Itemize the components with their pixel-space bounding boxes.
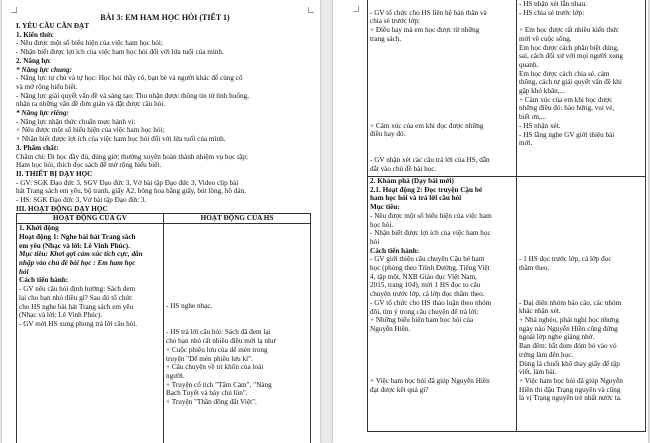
cell-text-line: (Nhạc và lời: Lê Vinh Phúc). (19, 311, 103, 320)
text-line: và mở rộng hiểu biết. (16, 82, 78, 91)
cell-text-line (519, 203, 643, 212)
text-line: nhận ra những vấn đề đơn giản và đặt được câu hỏi. (16, 100, 166, 109)
cell-text-line (519, 17, 643, 26)
cell-text-line: sai, cách đối xử với mọi người xung (519, 52, 624, 61)
cell-text-line: trứng làm đèn học. (519, 350, 574, 359)
cell-text-line (370, 368, 514, 377)
text-line: + Nêu được một số biểu hiện của việc ham học hỏi; (16, 126, 165, 135)
text-line: Ham học hỏi, thích đọc sách để mở rộng hiểu biết. (16, 161, 162, 170)
cell-text-line: + Điều hay mà em học được từ những (370, 26, 480, 35)
cell-text-line (370, 342, 514, 351)
cell-text-line (166, 259, 308, 268)
cell-text-line: 2. Khám phá (Dạy bài mới) (370, 177, 454, 185)
text-line: III. HOẠT ĐỘNG DẠY HỌC (16, 204, 108, 213)
cell-text-line (519, 220, 643, 229)
cell-text-line: - Nêu được một số biểu hiện của việc ham (370, 211, 492, 220)
cell-text-line: Mục tiêu: (370, 203, 400, 212)
cell-text-line (370, 44, 514, 53)
cell-text-line: ngoài lớp nghe giảng nhờ. (519, 333, 595, 342)
document-page-2 (333, 0, 648, 443)
cell-text-line: điều hay đó. (370, 130, 406, 139)
cell-text-line: + Nhà nghèo, phải nghỉ học nhưng (519, 316, 619, 325)
cell-text-line: ham học hỏi và trả lời câu hỏi (370, 194, 462, 203)
cell-text-line (166, 276, 308, 285)
document-page-1 (2, 0, 320, 443)
text-line: - Năng lực giải quyết vấn đề và sáng tạo: Thu nhận được thông tin từ tình huống, (16, 91, 249, 100)
cell-text-line: - GV mời HS xung phong trả lời câu hỏi. (19, 319, 138, 328)
cell-text-line: đạt được kết quả gì? (370, 385, 429, 394)
cell-text-line: viết, làm bài. (519, 368, 557, 377)
table-header-row (17, 214, 311, 224)
cell-text-line (370, 61, 514, 70)
cell-text-line: + Em học được rất nhiều kiến thức (519, 26, 620, 35)
cell-text-line: - 1 HS đọc trước lớp, cả lớp đọc (519, 255, 612, 264)
text-line: - HS: SGK Đạo đức 3, Vở bài tập Đạo đức 3. (16, 196, 147, 205)
cell-text-line: lại cho bạn nhỏ điều gì? Sau đó tổ chức (19, 293, 133, 302)
cell-text-line (166, 285, 308, 294)
cell-text-line: + Truyện "Thần đồng đất Việt". (166, 398, 257, 407)
cell-text-line: chia sẻ trước lớp: (370, 17, 421, 26)
cell-text-line: - GV giới thiệu câu chuyện Cậu bé ham (370, 255, 485, 264)
cell-text-line: chuyện trước lớp, cả lớp đọc thầm theo. (370, 290, 485, 299)
cell-text-line: Hiền thi đậu Trạng nguyên và cũng (519, 385, 621, 394)
cell-text-line: ngày nào Nguyễn Hiền cũng đứng (519, 324, 618, 333)
cell-text-line: - HS nhận xét lẫn nhau. (519, 0, 587, 8)
cell-text-line (370, 113, 514, 122)
cell-text-line (519, 194, 643, 203)
cell-text-line: - HS chia sẻ trước lớp: (519, 8, 585, 17)
cell-text-line: Dùng lá chuối khô thay giấy để tập (519, 359, 620, 368)
cell-text-line (519, 290, 643, 299)
cell-text-line (166, 320, 308, 329)
cell-text-line: mới về cuộc sống. (519, 34, 572, 43)
cell-text-line (370, 96, 514, 105)
cell-text-line: Cách tiến hành: (19, 276, 69, 285)
cell-text-line: + Những biểu hiện ham học hỏi của (370, 316, 474, 325)
cell-text-line: Bạch Tuyết và bảy chú lùn". (166, 389, 248, 398)
teacher-activity-cell (17, 224, 164, 443)
cell-text-line: thông, cách tự giải quyết vấn đề khi (519, 78, 622, 87)
cell-text-line: cho bạn nhỏ rất nhiều điều mới lạ như (166, 337, 276, 346)
cell-text-line: học hỏi. (370, 220, 394, 229)
text-line: hát Trang sách em yêu, bộ tranh, giấy A2, bông hoa bằng giấy, bút lông, hồ dán. (16, 187, 246, 196)
cell-text-line: - HS lắng nghe GV giới thiệu bài (519, 130, 615, 139)
cell-text-line (166, 294, 308, 303)
cell-text-line: Cách tiến hành: (370, 246, 420, 255)
cell-text-line (370, 351, 514, 360)
cell-text-line: - GV nêu câu hỏi định hướng: Sách đem (19, 285, 136, 294)
lesson-intro (16, 22, 314, 213)
cell-text-line (370, 334, 514, 343)
cell-text-line: - HS nhận xét. (519, 121, 561, 130)
cell-text-line: - HS trả lời câu hỏi: Sách đã đem lại (166, 328, 271, 337)
cell-text-line: - Đại diện nhóm báo cáo, các nhóm (519, 298, 622, 307)
cell-text-line: Em học được cách chia sẻ, cảm (519, 69, 610, 78)
text-line: Chăm chỉ: Đi học đầy đủ, đúng giờ; thường xuyên hoàn thành nhiệm vụ học tập; (16, 152, 248, 161)
student-activity-cell (517, 177, 646, 432)
text-line: 2. Năng lực (16, 56, 51, 65)
cell-text-line (166, 233, 308, 242)
cell-text-line: truyện "Dế mèn phiêu lưu kí". (166, 354, 253, 363)
cell-text-line: - GV tổ chức cho HS liên hệ bản thân và (370, 8, 487, 17)
cell-text-line: 1. Khởi động (19, 224, 59, 233)
cell-text-line: là vị Trạng nguyên trẻ nhất nước ta. (519, 394, 622, 403)
cell-text-line (166, 224, 308, 233)
cell-text-line: đôi, tìm ý trong câu chuyện để trả lời: (370, 307, 479, 316)
cell-text-line: dắt vào chủ đề bài học. (370, 165, 437, 174)
text-line: * Năng lực chung: (16, 65, 73, 74)
cell-text-line (519, 177, 643, 186)
text-line: 1. Kiến thức (16, 30, 54, 39)
cell-text-line: học (phỏng theo Trình Đường, Tiếng Việt (370, 264, 490, 273)
cell-text-line (166, 250, 308, 259)
student-activity-cell (164, 224, 311, 443)
cell-text-line (519, 247, 643, 256)
text-line: - GV: SGK Đạo đức 3, SGV Đạo đức 3, Vở bài tập Đạo đức 3, Video clip bài (16, 178, 239, 187)
cell-text-line: Mục tiêu: Khơi gợi cảm xúc tích cực, dẫn (19, 250, 143, 259)
table-row (368, 177, 646, 432)
cell-text-line (519, 212, 643, 221)
cell-text-line: 2015, trang 104), mời 1 HS đọc to câu (370, 281, 481, 290)
lesson-title: BÀI 3: EM HAM HỌC HỎI (TIẾT 1) (100, 13, 230, 22)
cell-text-line: quanh. (519, 60, 539, 69)
cell-text-line: trang sách. (370, 34, 402, 43)
cell-text-line (166, 242, 308, 251)
text-line: - Năng lực nhận thức chuẩn mực hành vi: (16, 117, 136, 126)
table-header-hs: HOẠT ĐỘNG CỦA HS (164, 214, 311, 224)
cell-text-line (370, 104, 514, 113)
cell-text-line: + Câu chuyện về trí khôn của loài (166, 363, 264, 372)
cell-text-line: + Cảm xúc của em khi học được (519, 95, 613, 104)
cell-text-line: + Việc ham học hỏi đã giúp Nguyễn Hiền (370, 377, 490, 386)
cell-text-line: + Cảm xúc của em khi đọc được những (370, 121, 484, 130)
cell-text-line (370, 360, 514, 369)
cell-text-line: nhập vào chủ đề bài học : Em ham học (19, 258, 136, 267)
cell-text-line (166, 311, 308, 320)
table-row (368, 0, 646, 177)
text-line: II. THIẾT BỊ DẠY HỌC (16, 169, 93, 178)
cell-text-line (519, 273, 643, 282)
text-line: + Nhận biết được lợi ích của việc ham học hỏi đối với lứa tuổi của mình. (16, 135, 226, 144)
teacher-activity-cell (368, 0, 517, 177)
cell-text-line: gặp khó khăn,... (519, 87, 565, 96)
cell-text-line: biết ơn,... (519, 113, 547, 122)
cell-text-line: 4, tập một, NXB Giáo dục Việt Nam, (370, 272, 477, 281)
cell-text-line: cho HS nghe bài hát Trang sách em yêu (19, 302, 134, 311)
cell-text-line: Em học được cách phân biệt đúng, (519, 43, 619, 52)
cell-text-line: mới. (519, 139, 533, 148)
cell-text-line (370, 78, 514, 87)
text-line: 3. Phẩm chất: (16, 143, 59, 152)
cell-text-line (370, 87, 514, 96)
cell-text-line: người. (166, 371, 185, 380)
cell-text-line: - Nhận biết được lợi ích của việc ham học (370, 229, 491, 238)
text-line: * Năng lực riêng: (16, 109, 69, 118)
cell-text-line (370, 52, 514, 61)
table-row (17, 224, 311, 443)
cell-text-line (519, 281, 643, 290)
text-line: I. YÊU CẦU CẦN ĐẠT (16, 22, 90, 30)
cell-text-line: Nguyễn Hiền. (370, 324, 411, 333)
cell-text-line: thầm theo. (519, 263, 550, 272)
corner-mark (353, 6, 359, 12)
cell-text-line (370, 0, 514, 9)
cell-text-line (166, 268, 308, 277)
activity-table (16, 213, 311, 443)
cell-text-line (370, 70, 514, 79)
cell-text-line: - HS nghe nhạc. (166, 302, 213, 311)
cell-text-line: + Cuộc phiêu lưu của dế mèn trong (166, 345, 268, 354)
cell-text-line: 2.1. Hoạt động 2: Đọc truyện Cậu bé (370, 185, 483, 194)
cell-text-line: - GV nhận xét các câu trả lời của HS, dẫn (370, 156, 490, 165)
text-line: - Nhận biết được lợi ích của việc ham học hỏi đối với lứa tuổi của mình. (16, 48, 224, 57)
cell-text-line (519, 238, 643, 247)
teacher-activity-cell (368, 177, 517, 432)
cell-text-line: những điều đó: hào hứng, vui vẻ, (519, 104, 615, 113)
cell-text-line (370, 139, 514, 148)
activity-table-continued (367, 0, 646, 432)
cell-text-line: + Truyện cổ tích "Tấm Cám", "Nàng (166, 380, 272, 389)
cell-text-line: khác nhận xét. (519, 307, 561, 316)
cell-text-line (519, 229, 643, 238)
cell-text-line: em yêu (Nhạc và lời: Lê Vinh Phúc). (19, 241, 130, 250)
cell-text-line: + Việc ham học hỏi đã giúp Nguyễn (519, 376, 623, 385)
table-header-gv: HOẠT ĐỘNG CỦA GV (17, 214, 164, 224)
cell-text-line: Ban đêm: bắt đom đóm bỏ vào vỏ (519, 342, 617, 351)
cell-text-line: Hoạt động 1: Nghe bài hát Trang sách (19, 232, 136, 241)
text-line: - Năng lực tự chủ và tự học: Học hỏi thầy cô, bạn bè và người khác để củng cố (16, 74, 243, 83)
cell-text-line (519, 186, 643, 195)
text-line: - Nêu được một số biểu hiện của việc ham học hỏi; (16, 39, 163, 48)
cell-text-line: - GV tổ chức cho HS thảo luận theo nhóm (370, 298, 492, 307)
cell-text-line: hỏi (370, 237, 380, 246)
student-activity-cell (517, 0, 646, 177)
cell-text-line: hỏi (19, 267, 29, 276)
